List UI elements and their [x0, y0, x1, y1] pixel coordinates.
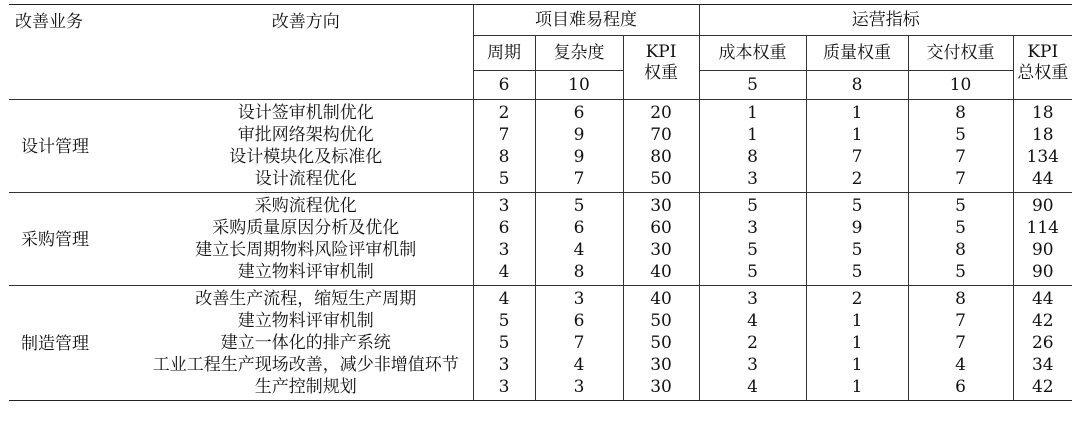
- header-kpi-weight-line1: KPI: [645, 42, 677, 62]
- header-quality-weight: 质量权重: [806, 36, 908, 71]
- kpi-cell: 50: [623, 168, 699, 193]
- total-cell: 90: [1013, 239, 1072, 261]
- complexity-cell: 4: [535, 239, 623, 261]
- kpi-cell: 30: [623, 354, 699, 376]
- cycle-cell: 2: [473, 100, 535, 125]
- total-cell: 44: [1013, 168, 1072, 193]
- header-cost-weight: 成本权重: [699, 36, 806, 71]
- kpi-cell: 70: [623, 124, 699, 146]
- table-row: [9, 193, 1072, 218]
- business-cell: 采购管理: [9, 193, 139, 286]
- cost-cell: 5: [699, 193, 806, 218]
- cycle-cell: 3: [473, 376, 535, 401]
- total-cell: 26: [1013, 332, 1072, 354]
- kpi-cell: 40: [623, 286, 699, 311]
- delivery-cell: 5: [908, 193, 1013, 218]
- header-business: 改善业务: [9, 5, 139, 100]
- table-row: [9, 100, 1072, 125]
- header-complexity-weight: 10: [535, 71, 623, 100]
- cost-cell: 3: [699, 354, 806, 376]
- kpi-cell: 30: [623, 376, 699, 401]
- header-complexity: 复杂度: [535, 36, 623, 71]
- cycle-cell: 3: [473, 193, 535, 218]
- direction-cell: 生产控制规划: [139, 376, 473, 401]
- table-row: [9, 332, 1072, 354]
- kpi-cell: 20: [623, 100, 699, 125]
- table-row: [9, 168, 1072, 193]
- table-row: [9, 261, 1072, 286]
- kpi-weight-table: [9, 4, 1072, 401]
- quality-cell: 1: [806, 100, 908, 125]
- business-cell: 制造管理: [9, 286, 139, 401]
- complexity-cell: 6: [535, 100, 623, 125]
- cycle-cell: 3: [473, 239, 535, 261]
- cycle-cell: 8: [473, 146, 535, 168]
- delivery-cell: 8: [908, 286, 1013, 311]
- complexity-cell: 5: [535, 193, 623, 218]
- cycle-cell: 5: [473, 168, 535, 193]
- complexity-cell: 9: [535, 124, 623, 146]
- cost-cell: 3: [699, 217, 806, 239]
- table-row: [9, 286, 1072, 311]
- cost-cell: 5: [699, 239, 806, 261]
- direction-cell: 建立物料评审机制: [237, 311, 374, 331]
- cycle-cell: 3: [473, 354, 535, 376]
- table-row: [9, 146, 1072, 168]
- delivery-cell: 5: [908, 261, 1013, 286]
- total-cell: 42: [1013, 310, 1072, 332]
- total-cell: 18: [1013, 124, 1072, 146]
- total-cell: 18: [1013, 100, 1072, 125]
- kpi-cell: 80: [623, 146, 699, 168]
- table-row: [9, 376, 1072, 401]
- delivery-cell: 7: [908, 146, 1013, 168]
- complexity-cell: 4: [535, 354, 623, 376]
- quality-cell: 2: [806, 286, 908, 311]
- quality-cell: 5: [806, 239, 908, 261]
- cycle-cell: 4: [473, 261, 535, 286]
- kpi-cell: 60: [623, 217, 699, 239]
- quality-cell: 1: [806, 310, 908, 332]
- header-kpi-weight-line2: 权重: [644, 63, 678, 83]
- delivery-cell: 4: [908, 354, 1013, 376]
- total-cell: 90: [1013, 261, 1072, 286]
- cost-cell: 8: [699, 146, 806, 168]
- header-difficulty-group: 项目难易程度: [473, 5, 699, 36]
- cost-cell: 3: [699, 168, 806, 193]
- total-cell: 34: [1013, 354, 1072, 376]
- delivery-cell: 7: [908, 168, 1013, 193]
- quality-cell: 1: [806, 354, 908, 376]
- direction-cell: 设计流程优化: [254, 169, 357, 189]
- total-cell: 44: [1013, 286, 1072, 311]
- complexity-cell: 3: [535, 286, 623, 311]
- cost-cell: 1: [699, 100, 806, 125]
- direction-cell: 改善生产流程，缩短生产周期: [139, 286, 473, 311]
- cycle-cell: 5: [473, 310, 535, 332]
- header-quality-value: 8: [806, 71, 908, 100]
- header-kpi-total-line1: KPI: [1027, 42, 1059, 62]
- quality-cell: 1: [806, 124, 908, 146]
- cycle-cell: 5: [473, 332, 535, 354]
- cost-cell: 1: [699, 124, 806, 146]
- direction-cell: 设计模块化及标准化: [229, 147, 383, 167]
- cost-cell: 3: [699, 286, 806, 311]
- direction-cell: 建立一体化的排产系统: [220, 333, 391, 353]
- table-row: [9, 310, 1072, 332]
- header-cost-value: 5: [699, 71, 806, 100]
- complexity-cell: 6: [535, 310, 623, 332]
- complexity-cell: 6: [535, 217, 623, 239]
- quality-cell: 5: [806, 193, 908, 218]
- total-cell: 42: [1013, 376, 1072, 401]
- delivery-cell: 8: [908, 239, 1013, 261]
- cost-cell: 5: [699, 261, 806, 286]
- total-cell: 90: [1013, 193, 1072, 218]
- direction-cell: 采购流程优化: [139, 193, 473, 218]
- table-row: [9, 217, 1072, 239]
- complexity-cell: 7: [535, 332, 623, 354]
- total-cell: 134: [1013, 146, 1072, 168]
- kpi-cell: 50: [623, 310, 699, 332]
- header-delivery-value: 10: [908, 71, 1013, 100]
- total-cell: 114: [1013, 217, 1072, 239]
- delivery-cell: 5: [908, 124, 1013, 146]
- direction-cell: 建立物料评审机制: [237, 262, 374, 282]
- cost-cell: 2: [699, 332, 806, 354]
- header-kpi-total-line2: 总权重: [1017, 63, 1069, 83]
- kpi-cell: 50: [623, 332, 699, 354]
- complexity-cell: 3: [535, 376, 623, 401]
- quality-cell: 9: [806, 217, 908, 239]
- direction-cell: 采购质量原因分析及优化: [212, 218, 400, 238]
- cycle-cell: 6: [473, 217, 535, 239]
- delivery-cell: 7: [908, 332, 1013, 354]
- complexity-cell: 7: [535, 168, 623, 193]
- table-row: [9, 354, 1072, 376]
- complexity-cell: 9: [535, 146, 623, 168]
- quality-cell: 5: [806, 261, 908, 286]
- kpi-cell: 30: [623, 239, 699, 261]
- direction-cell: 审批网络架构优化: [237, 125, 374, 145]
- header-direction: 改善方向: [139, 5, 473, 100]
- complexity-cell: 8: [535, 261, 623, 286]
- header-kpi-total: [1013, 36, 1072, 100]
- delivery-cell: 6: [908, 376, 1013, 401]
- quality-cell: 1: [806, 332, 908, 354]
- table-row: [9, 239, 1072, 261]
- kpi-cell: 40: [623, 261, 699, 286]
- delivery-cell: 8: [908, 100, 1013, 125]
- header-cycle: 周期: [473, 36, 535, 71]
- cost-cell: 4: [699, 376, 806, 401]
- header-cycle-weight: 6: [473, 71, 535, 100]
- table-row: [9, 124, 1072, 146]
- delivery-cell: 5: [908, 217, 1013, 239]
- direction-cell: 建立长周期物料风险评审机制: [195, 240, 417, 260]
- business-cell: 设计管理: [9, 100, 139, 193]
- cycle-cell: 4: [473, 286, 535, 311]
- cycle-cell: 7: [473, 124, 535, 146]
- quality-cell: 2: [806, 168, 908, 193]
- header-kpi-weight: [623, 36, 699, 100]
- table-body: [9, 100, 1072, 401]
- quality-cell: 1: [806, 376, 908, 401]
- direction-cell: 工业工程生产现场改善，减少非增值环节: [152, 355, 459, 375]
- direction-cell: 设计签审机制优化: [139, 100, 473, 125]
- quality-cell: 7: [806, 146, 908, 168]
- delivery-cell: 7: [908, 310, 1013, 332]
- header-delivery-weight: 交付权重: [908, 36, 1013, 71]
- header-operations-group: 运营指标: [699, 5, 1072, 36]
- kpi-cell: 30: [623, 193, 699, 218]
- cost-cell: 4: [699, 310, 806, 332]
